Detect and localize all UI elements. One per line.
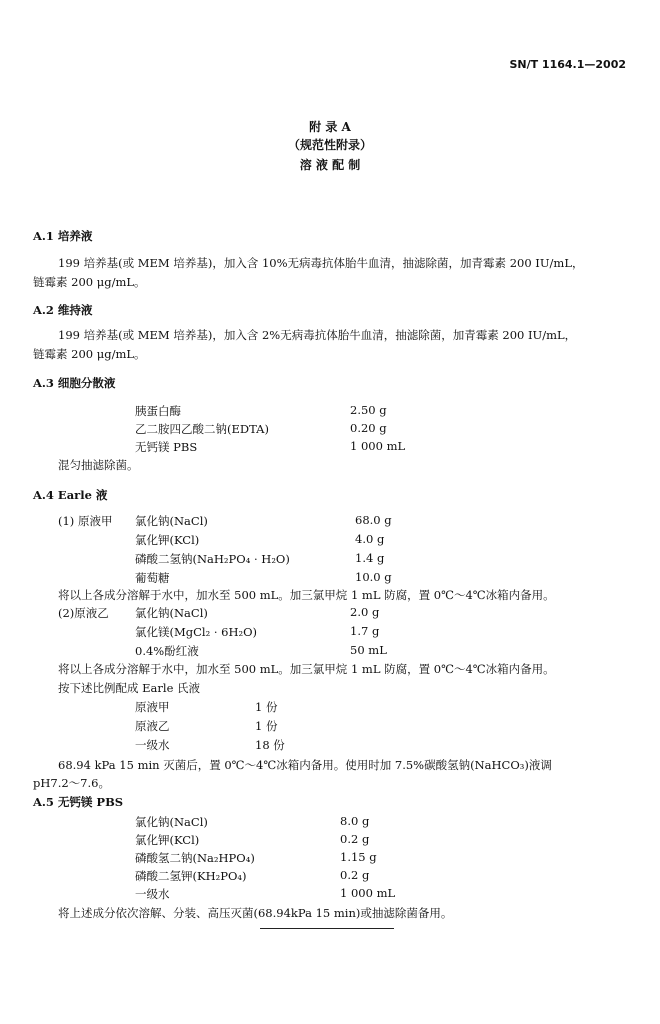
ratio-amount: 1 份 xyxy=(255,719,278,733)
reagent-amount: 10.0 g xyxy=(355,570,392,584)
reagent-name: 一级水 xyxy=(135,887,170,901)
a4-final-line2: pH7.2～7.6。 xyxy=(33,776,110,790)
ratio-name: 原液乙 xyxy=(135,719,170,733)
a1-text-line1: 199 培养基(或 MEM 培养基)，加入含 10%无病毒抗体胎牛血清，抽滤除菌，加青霉素 200 IU/mL， xyxy=(58,256,584,270)
section-heading-a4: A.4 Earle 液 xyxy=(33,488,108,502)
reagent-name: 乙二胺四乙酸二钠(EDTA) xyxy=(135,422,269,436)
reagent-amount: 1.4 g xyxy=(355,551,385,565)
reagent-amount: 2.0 g xyxy=(350,605,380,619)
reagent-amount: 2.50 g xyxy=(350,403,387,417)
ratio-amount: 18 份 xyxy=(255,738,285,752)
reagent-name: 0.4%酚红液 xyxy=(135,644,199,658)
appendix-title: 附 录 A xyxy=(309,120,351,134)
appendix-name: 溶 液 配 制 xyxy=(299,158,361,172)
ratio-name: 原液甲 xyxy=(135,700,170,714)
a2-text-line2: 链霉素 200 μg/mL。 xyxy=(33,347,146,361)
appendix-subtitle: （规范性附录） xyxy=(287,138,372,152)
reagent-name: 葡萄糖 xyxy=(135,571,170,585)
section-heading-a2: A.2 维持液 xyxy=(33,303,93,317)
reagent-name: 氯化钠(NaCl) xyxy=(135,606,208,620)
stock-a-note: 将以上各成分溶解于水中，加水至 500 mL。加三氯甲烷 1 mL 防腐，置 0℃～4℃冰箱内备用。 xyxy=(58,588,555,602)
reagent-amount: 0.2 g xyxy=(340,832,370,846)
reagent-name: 磷酸二氢钾(KH₂PO₄) xyxy=(135,869,247,883)
reagent-amount: 50 mL xyxy=(350,643,387,657)
reagent-name: 氯化钾(KCl) xyxy=(135,533,200,547)
stock-a-label: (1) 原液甲 xyxy=(58,514,113,528)
a5-note: 将上述成分依次溶解、分装、高压灭菌(68.94kPa 15 min)或抽滤除菌备用。 xyxy=(58,906,453,920)
reagent-name: 氯化钠(NaCl) xyxy=(135,815,208,829)
ratio-intro: 按下述比例配成 Earle 氏液 xyxy=(58,681,201,695)
standard-code: SN/T 1164.1—2002 xyxy=(509,58,626,71)
reagent-name: 氯化钠(NaCl) xyxy=(135,514,208,528)
end-rule xyxy=(260,928,394,929)
a1-text-line2: 链霉素 200 μg/mL。 xyxy=(33,275,146,289)
section-heading-a1: A.1 培养液 xyxy=(33,229,93,243)
a2-text-line1: 199 培养基(或 MEM 培养基)，加入含 2%无病毒抗体胎牛血清，抽滤除菌，加青霉素 200 IU/mL， xyxy=(58,328,577,342)
reagent-amount: 1 000 mL xyxy=(340,886,396,900)
a3-note: 混匀抽滤除菌。 xyxy=(58,458,139,472)
reagent-amount: 4.0 g xyxy=(355,532,385,546)
a4-final-line1: 68.94 kPa 15 min 灭菌后，置 0℃～4℃冰箱内备用。使用时加 7.5%碳酸氢钠(NaHCO₃)液调 xyxy=(58,758,552,772)
reagent-amount: 1.15 g xyxy=(340,850,377,864)
reagent-name: 磷酸氢二钠(Na₂HPO₄) xyxy=(135,851,255,865)
ratio-amount: 1 份 xyxy=(255,700,278,714)
section-heading-a5: A.5 无钙镁 PBS xyxy=(33,795,124,809)
reagent-name: 无钙镁 PBS xyxy=(135,440,198,454)
stock-b-label: (2)原液乙 xyxy=(58,606,109,620)
reagent-amount: 68.0 g xyxy=(355,513,392,527)
stock-b-note: 将以上各成分溶解于水中，加水至 500 mL。加三氯甲烷 1 mL 防腐，置 0℃～4℃冰箱内备用。 xyxy=(58,662,555,676)
reagent-name: 氯化镁(MgCl₂ · 6H₂O) xyxy=(135,625,258,639)
reagent-name: 磷酸二氢钠(NaH₂PO₄ · H₂O) xyxy=(135,552,290,566)
reagent-amount: 0.20 g xyxy=(350,421,387,435)
reagent-amount: 1 000 mL xyxy=(350,439,406,453)
reagent-name: 胰蛋白酶 xyxy=(135,404,181,418)
reagent-amount: 1.7 g xyxy=(350,624,380,638)
reagent-amount: 0.2 g xyxy=(340,868,370,882)
ratio-name: 一级水 xyxy=(135,738,170,752)
reagent-amount: 8.0 g xyxy=(340,814,370,828)
section-heading-a3: A.3 细胞分散液 xyxy=(33,376,116,390)
reagent-name: 氯化钾(KCl) xyxy=(135,833,200,847)
